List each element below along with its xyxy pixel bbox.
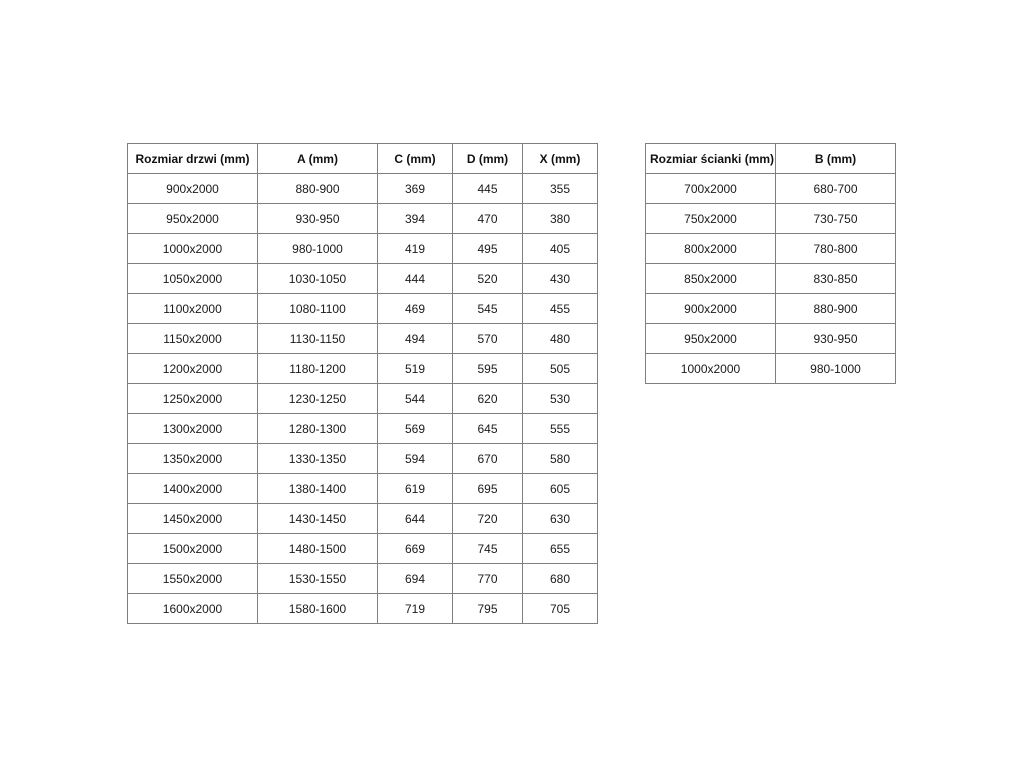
- table-row: [128, 174, 598, 204]
- table-row: [128, 354, 598, 384]
- wall-dimensions-table: [645, 143, 896, 384]
- header-row: [128, 144, 598, 174]
- table-cell: 669: [378, 534, 453, 564]
- column-header: D (mm): [453, 144, 523, 174]
- table-cell: 850x2000: [646, 264, 776, 294]
- table-row: [128, 534, 598, 564]
- header-row: [646, 144, 896, 174]
- table-row: [646, 174, 896, 204]
- column-header: X (mm): [523, 144, 598, 174]
- table-row: [128, 504, 598, 534]
- table-cell: 950x2000: [128, 204, 258, 234]
- table-cell: 1030-1050: [258, 264, 378, 294]
- table-cell: 580: [523, 444, 598, 474]
- table-cell: 469: [378, 294, 453, 324]
- table-cell: 1450x2000: [128, 504, 258, 534]
- table-cell: 544: [378, 384, 453, 414]
- table-cell: 455: [523, 294, 598, 324]
- door-dimensions-table: [127, 143, 598, 624]
- table-cell: 1330-1350: [258, 444, 378, 474]
- table-cell: 1350x2000: [128, 444, 258, 474]
- table-cell: 494: [378, 324, 453, 354]
- table-cell: 545: [453, 294, 523, 324]
- table-row: [128, 474, 598, 504]
- table-cell: 620: [453, 384, 523, 414]
- table-cell: 880-900: [258, 174, 378, 204]
- table-cell: 595: [453, 354, 523, 384]
- table-cell: 1050x2000: [128, 264, 258, 294]
- table-cell: 445: [453, 174, 523, 204]
- table-cell: 980-1000: [776, 354, 896, 384]
- table-cell: 830-850: [776, 264, 896, 294]
- table-cell: 405: [523, 234, 598, 264]
- table-cell: 530: [523, 384, 598, 414]
- table-cell: 569: [378, 414, 453, 444]
- table-cell: 1200x2000: [128, 354, 258, 384]
- table-row: [646, 204, 896, 234]
- table-cell: 1400x2000: [128, 474, 258, 504]
- table-cell: 930-950: [776, 324, 896, 354]
- table-cell: 900x2000: [646, 294, 776, 324]
- table-cell: 444: [378, 264, 453, 294]
- table-cell: 1000x2000: [646, 354, 776, 384]
- table-cell: 495: [453, 234, 523, 264]
- table-cell: 1580-1600: [258, 594, 378, 624]
- column-header: Rozmiar ścianki (mm): [646, 144, 776, 174]
- table-cell: 570: [453, 324, 523, 354]
- table-row: [646, 324, 896, 354]
- table-cell: 1250x2000: [128, 384, 258, 414]
- table-cell: 380: [523, 204, 598, 234]
- table-row: [128, 234, 598, 264]
- column-header: B (mm): [776, 144, 896, 174]
- table-cell: 1100x2000: [128, 294, 258, 324]
- table-cell: 694: [378, 564, 453, 594]
- table-cell: 419: [378, 234, 453, 264]
- column-header: C (mm): [378, 144, 453, 174]
- table-cell: 1480-1500: [258, 534, 378, 564]
- table-row: [646, 354, 896, 384]
- table-cell: 1430-1450: [258, 504, 378, 534]
- table-row: [128, 294, 598, 324]
- table-cell: 1380-1400: [258, 474, 378, 504]
- table-row: [128, 594, 598, 624]
- table-cell: 680: [523, 564, 598, 594]
- table-cell: 1280-1300: [258, 414, 378, 444]
- table-cell: 1080-1100: [258, 294, 378, 324]
- table-cell: 800x2000: [646, 234, 776, 264]
- column-header: Rozmiar drzwi (mm): [128, 144, 258, 174]
- table-cell: 1130-1150: [258, 324, 378, 354]
- table-cell: 770: [453, 564, 523, 594]
- table-cell: 394: [378, 204, 453, 234]
- table-row: [646, 264, 896, 294]
- table-cell: 1300x2000: [128, 414, 258, 444]
- table-cell: 1000x2000: [128, 234, 258, 264]
- table-cell: 519: [378, 354, 453, 384]
- table-cell: 730-750: [776, 204, 896, 234]
- table-cell: 470: [453, 204, 523, 234]
- table-cell: 430: [523, 264, 598, 294]
- table-cell: 369: [378, 174, 453, 204]
- table-cell: 645: [453, 414, 523, 444]
- table-cell: 780-800: [776, 234, 896, 264]
- table-cell: 670: [453, 444, 523, 474]
- table-cell: 1550x2000: [128, 564, 258, 594]
- table-cell: 1500x2000: [128, 534, 258, 564]
- table-cell: 950x2000: [646, 324, 776, 354]
- table-cell: 594: [378, 444, 453, 474]
- table-row: [128, 204, 598, 234]
- table-cell: 680-700: [776, 174, 896, 204]
- table-cell: 630: [523, 504, 598, 534]
- table-cell: 355: [523, 174, 598, 204]
- table-cell: 705: [523, 594, 598, 624]
- table-cell: 930-950: [258, 204, 378, 234]
- table-row: [646, 234, 896, 264]
- table-cell: 605: [523, 474, 598, 504]
- table-cell: 695: [453, 474, 523, 504]
- table-row: [128, 444, 598, 474]
- table-cell: 745: [453, 534, 523, 564]
- table-cell: 1180-1200: [258, 354, 378, 384]
- table-row: [128, 264, 598, 294]
- table-cell: 880-900: [776, 294, 896, 324]
- table-cell: 480: [523, 324, 598, 354]
- table-cell: 555: [523, 414, 598, 444]
- table-cell: 619: [378, 474, 453, 504]
- table-cell: 1150x2000: [128, 324, 258, 354]
- column-header: A (mm): [258, 144, 378, 174]
- table-cell: 750x2000: [646, 204, 776, 234]
- table-cell: 520: [453, 264, 523, 294]
- table-cell: 719: [378, 594, 453, 624]
- table-cell: 1600x2000: [128, 594, 258, 624]
- table-row: [128, 384, 598, 414]
- table-row: [128, 414, 598, 444]
- table-cell: 1230-1250: [258, 384, 378, 414]
- table-cell: 795: [453, 594, 523, 624]
- table-cell: 644: [378, 504, 453, 534]
- table-row: [128, 564, 598, 594]
- table-cell: 980-1000: [258, 234, 378, 264]
- table-cell: 900x2000: [128, 174, 258, 204]
- table-cell: 720: [453, 504, 523, 534]
- table-cell: 1530-1550: [258, 564, 378, 594]
- table-cell: 700x2000: [646, 174, 776, 204]
- table-cell: 655: [523, 534, 598, 564]
- table-row: [646, 294, 896, 324]
- table-row: [128, 324, 598, 354]
- table-cell: 505: [523, 354, 598, 384]
